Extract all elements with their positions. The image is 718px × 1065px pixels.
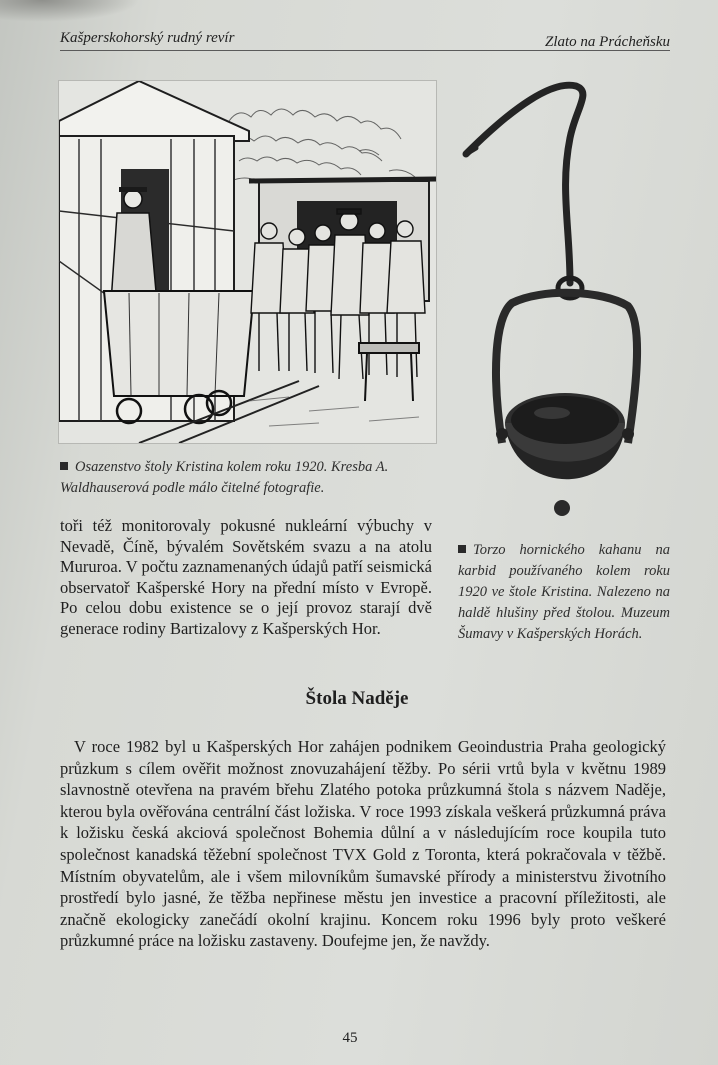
caption-1-text: Osazenstvo štoly Kristina kolem roku 1920. Kresba A. Waldhauserová podle málo čitelné fotografie. [60,459,389,496]
page-number: 45 [342,1030,358,1046]
figure-caption-2 [458,540,670,645]
figure-caption-1 [60,457,435,499]
bullet-square-icon [60,462,68,470]
running-head-left: Kašperskohorský rudný revír [60,30,235,46]
bullet-square-icon [458,545,466,553]
running-head-right: Zlato na Prácheňsku [545,34,670,50]
running-head [60,28,670,51]
carbide-lamp-photo [452,78,667,528]
caption-2-text: Torzo hornického kahanu na karbid používaného kolem roku 1920 ve štole Kristina. Nalezeno na haldě hlušiny před štolou. Muzeum Šumavy v Kašperských Horách. [458,542,670,642]
section-paragraph: V roce 1982 byl u Kašperských Hor zahájen podnikem Geoindustria Praha geologický průzkum s cílem ověřit možnost znovuzahájení těžby. Po sérii vrtů byla v květnu 1989 slavnostně otevřena na pravém břehu Zlatého potoka průzkumná štola s názvem Naděje, kterou byla ověřována centrální část ložiska. V roce 1993 získala veškerá průzkumná práva k ložisku česká akciová společnost Bohemia důlní a v následujícím roce koupila tuto společnost kanadská těžební společnost TVX Gold z Toronta, která pokračovala v těžbě. Místním obyvatelům, ale i všem milovníkům šumavské přírody a ministerstvu životního prostředí bylo jasné, že těžba nepřinese městu jen investice a pracovní příležitosti, ale značně ekologicky zanečádí okolní krajinu. Koncem roku 1996 byly proto veškeré průzkumné práce na ložisku zastaveny. Doufejme jen, že navždy. [60,737,666,951]
section-heading: Štola Naděje [305,688,409,709]
mine-crew-illustration [59,81,436,443]
thumb-shadow [0,0,140,22]
mine-crew-drawing [58,80,437,444]
column-paragraph: toři též monitorovaly pokusné nukleární výbuchy v Nevadě, Číně, bývalém Sovětském svazu a na atolu Mururoa. V počtu zaznamenaných údajů patří seismická observatoř Kašperské Hory na přední místo v Evropě. Po celou dobu existence se o její provoz starají dvě generace rodiny Bartizalovy z Kašperských Hor. [60,516,432,638]
carbide-lamp-illustration [452,78,667,528]
